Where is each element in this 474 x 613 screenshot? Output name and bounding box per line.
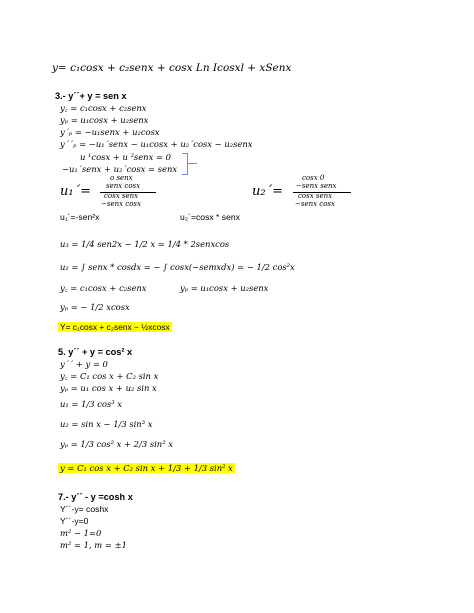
sec5-line: u₁ = 1/3 cos³ x: [60, 399, 123, 409]
system-bracket: [182, 153, 188, 175]
u1-det-row: senx cosx: [106, 182, 141, 190]
sec3-line: yₚ = u₁cosx + u₂senx: [60, 115, 149, 125]
sec7-line: Y´´-y= coshx: [60, 504, 109, 514]
section-7-heading: 7.- y´´ - y =cosh x: [58, 492, 133, 502]
u2-det-row: −senx cosx: [295, 200, 335, 208]
sec3-more-line: yₚ = − 1/2 xcosx: [60, 302, 130, 312]
u2-label: u₂´=: [252, 184, 283, 199]
sec3-more-line: u₃ = 1/4 sen2x − 1/2 x = 1/4 * 2senxcos: [60, 239, 230, 249]
sec5-line: y꜀ = C₁ cos x + C₂ sin x: [60, 371, 159, 381]
sec3-more-line: y꜀ = c₁cosx + c₂senx: [60, 283, 147, 293]
bracket-tick: [187, 163, 197, 164]
sec3-line: u ¹cosx + u ²senx = 0: [80, 152, 171, 162]
sec3-line: y꜀ = c₁cosx + c₂senx: [60, 103, 147, 113]
sec7-line: m² = 1, m = ±1: [60, 540, 127, 550]
sec5-line: u₂ = sin x − 1/3 sin³ x: [60, 419, 153, 429]
section-5-heading: 5. y´´ + y = cos² x: [58, 347, 133, 357]
u1-det-row: o senx: [110, 174, 133, 182]
u2-det-row: −senx senx: [296, 182, 337, 190]
sec3-line: y´´ₚ = −u₁´senx − u₁cosx + u₂´cosx − u₂senx: [60, 139, 253, 149]
sec5-line: yₚ = u₁ cos x + u₂ sin x: [60, 383, 157, 393]
u1-det-row: cosx senx: [104, 192, 139, 200]
sec3-line: y´ₚ = −u₁senx + u₂cosx: [60, 127, 160, 137]
sec5-answer: y = C₁ cos x + C₂ sin x + 1/3 + 1/3 sin² x: [60, 463, 233, 473]
u2-det-row: cosx 0: [302, 174, 325, 182]
sec3-answer: Y= c₁cosx + c₂senx − ½xcosx: [60, 322, 170, 332]
u2-result: u₂´=cosx * senx: [180, 212, 240, 222]
sec3-more-line: yₚ = u₁cosx + u₂senx: [180, 283, 269, 293]
sec7-line: Y´´-y=0: [60, 516, 89, 526]
sec5-line: yₚ = 1/3 cos² x + 2/3 sin² x: [60, 439, 173, 449]
u1-label: u₁´=: [60, 184, 91, 199]
sec3-line: −u₁´senx + u₂´cosx = senx: [62, 164, 178, 174]
sec3-more-line: u₂ = ∫ senx * cosdx = − ∫ cosx(−semxdx) = − 1/2 cos²x: [60, 262, 295, 272]
section-3-heading: 3.- y´´+ y = sen x: [55, 91, 127, 101]
sec7-line: m² − 1=0: [60, 528, 102, 538]
u1-result: u₁´=-sen²x: [60, 212, 100, 222]
sec5-line: y´´ + y = 0: [60, 359, 108, 369]
top-equation: y= c₁cosx + c₂senx + cosx Ln Icosxl + xSenx: [52, 62, 292, 74]
u1-det-row: −senx cosx: [101, 200, 141, 208]
u2-det-row: cosx senx: [298, 192, 333, 200]
